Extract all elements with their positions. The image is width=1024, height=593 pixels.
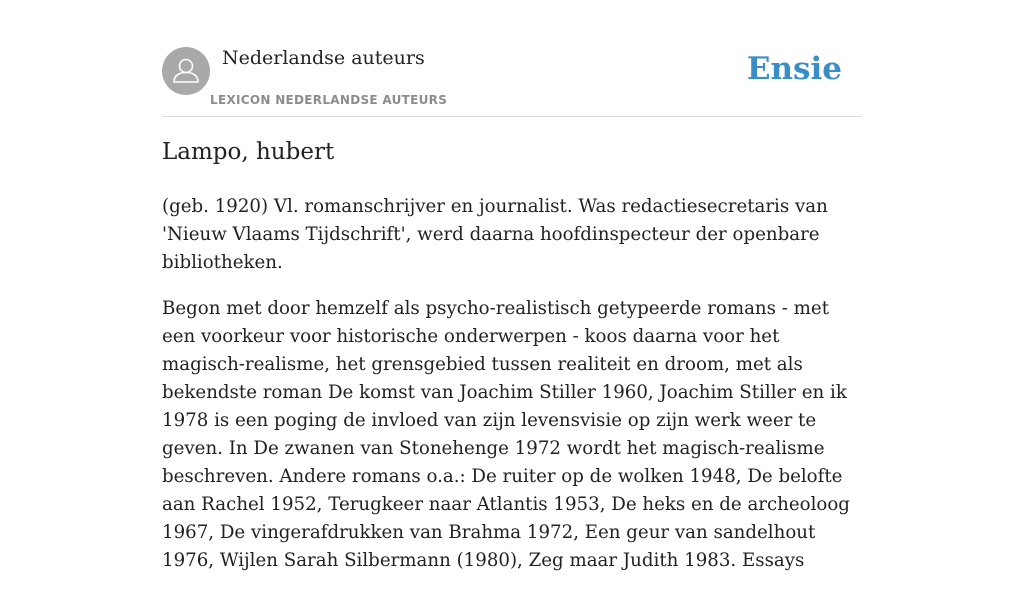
user-icon	[162, 47, 210, 95]
ensie-logo[interactable]: Ensie	[746, 51, 842, 87]
header	[162, 46, 862, 117]
source-label[interactable]: LEXICON NEDERLANDSE AUTEURS	[210, 93, 448, 107]
author-avatar[interactable]	[162, 47, 210, 95]
article-body	[162, 193, 867, 593]
article-title: Lampo, hubert	[162, 139, 335, 165]
article-paragraph: (geb. 1920) Vl. romanschrijver en journalist. Was redactiesecretaris van 'Nieuw Vlaams Tijdschrift', werd daarna hoofdinspecteur der openbare bibliotheken.	[162, 196, 828, 273]
article-paragraph: Begon met door hemzelf als psycho-realistisch getypeerde romans - met een voorkeur voor historische onderwerpen - koos daarna voor het magisch-realisme, het grensgebied tussen realiteit en droom, met als bekendste roman De komst van Joachim Stiller 1960, Joachim Stiller en ik 1978 is een poging de invloed van zijn levensvisie op zijn werk weer te geven. In De zwanen van Stonehenge 1972 wordt het magisch-realisme beschreven. Andere romans o.a.: De ruiter op de wolken 1948, De belofte aan Rachel 1952, Terugkeer naar Atlantis 1953, De heks en de archeoloog 1967, De vingerafdrukken van Brahma 1972, Een geur van sandelhout 1976, Wijlen Sarah Silbermann (1980), Zeg maar Judith 1983. Essays	[162, 298, 850, 571]
author-name-link[interactable]: Nederlandse auteurs	[222, 47, 425, 69]
